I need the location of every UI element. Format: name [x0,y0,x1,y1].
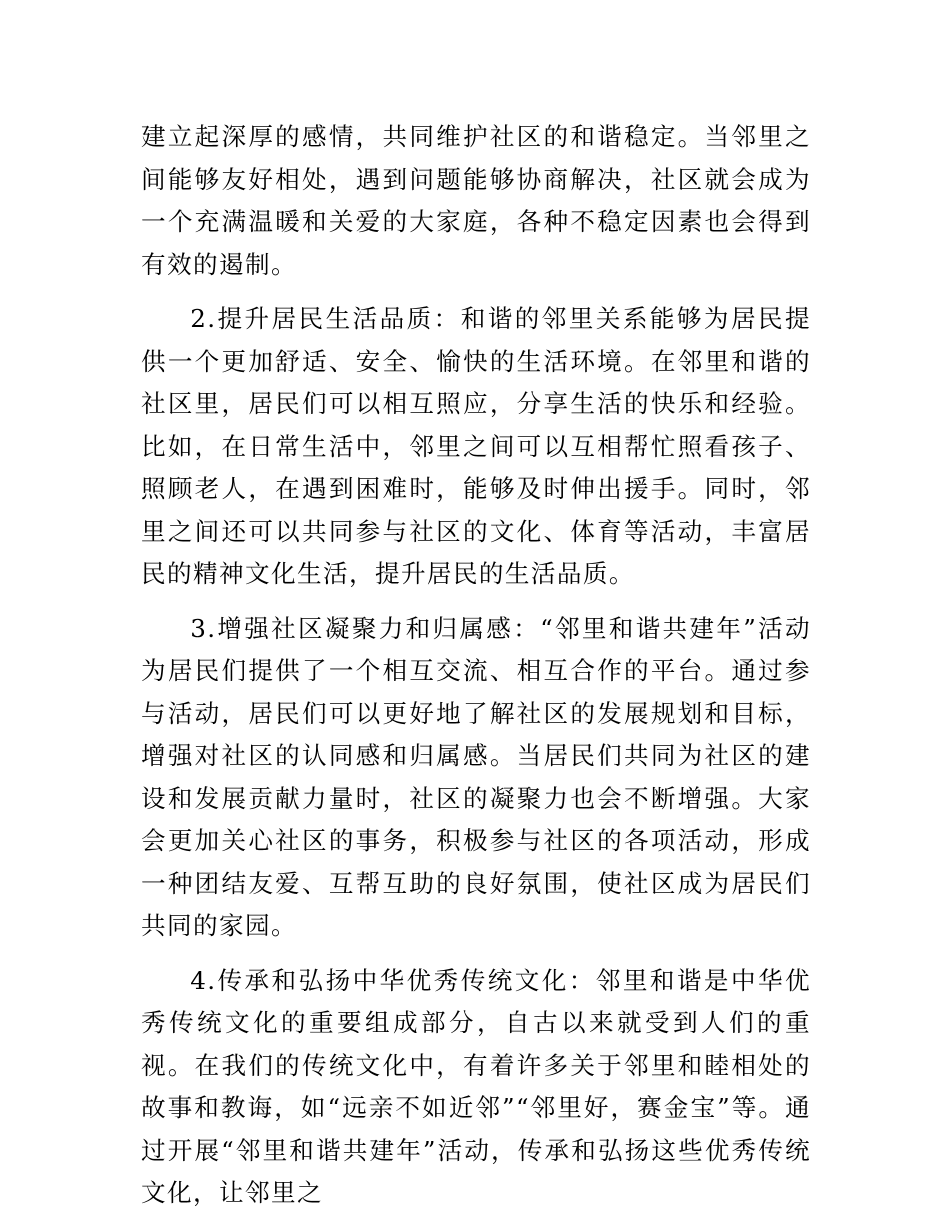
document-body [141,116,811,1227]
paragraph-traditional-culture: 4.传承和弘扬中华优秀传统文化：邻里和谐是中华优秀传统文化的重要组成部分，自古以来就受到人们的重视。在我们的传统文化中，有着许多关于邻里和睦相处的故事和教诲，如“远亲不如近邻”“邻里好，赛金宝”等。通过开展“邻里和谐共建年”活动，传承和弘扬这些优秀传统文化，让邻里之 [141,965,811,1207]
paragraph-continuation: 建立起深厚的感情，共同维护社区的和谐稳定。当邻里之间能够友好相处，遇到问题能够协商解决，社区就会成为一个充满温暖和关爱的大家庭，各种不稳定因素也会得到有效的遏制。 [141,122,811,279]
paragraph-cohesion-and-belonging: 3.增强社区凝聚力和归属感：“邻里和谐共建年”活动为居民们提供了一个相互交流、相互合作的平台。通过参与活动，居民们可以更好地了解社区的发展规划和目标，增强对社区的认同感和归属感。当居民们共同为社区的建设和发展贡献力量时，社区的凝聚力也会不断增强。大家会更加关心社区的事务，积极参与社区的各项活动，形成一种团结友爱、互帮互助的良好氛围，使社区成为居民们共同的家园。 [141,613,811,940]
paragraph-improve-quality-of-life: 2.提升居民生活品质：和谐的邻里关系能够为居民提供一个更加舒适、安全、愉快的生活环境。在邻里和谐的社区里，居民们可以相互照应，分享生活的快乐和经验。比如，在日常生活中，邻里之间可以互相帮忙照看孩子、照顾老人，在遇到困难时，能够及时伸出援手。同时，邻里之间还可以共同参与社区的文化、体育等活动，丰富居民的精神文化生活，提升居民的生活品质。 [141,304,811,588]
